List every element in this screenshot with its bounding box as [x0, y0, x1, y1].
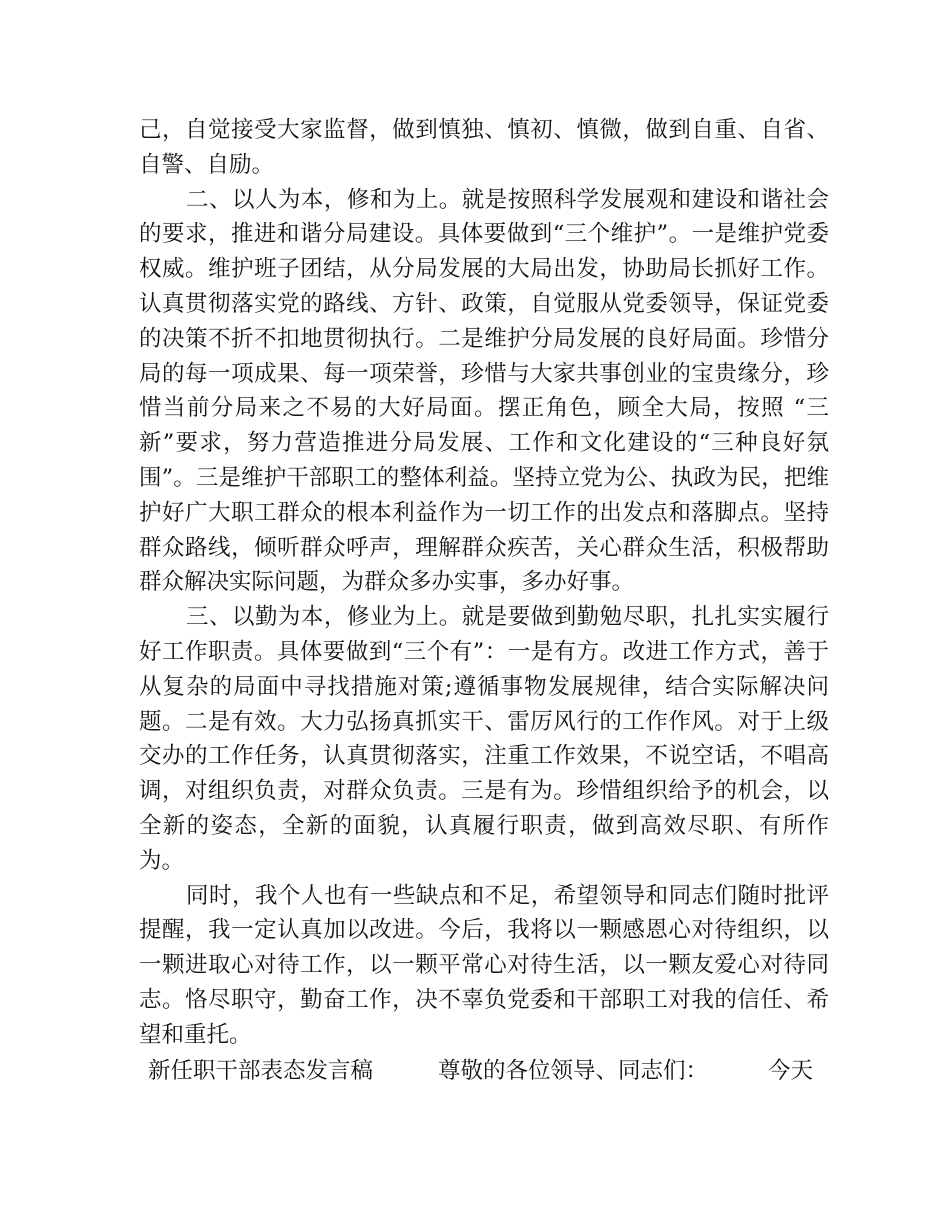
paragraph-continuation: 己，自觉接受大家监督，做到慎独、慎初、慎微，做到自重、自省、自警、自励。 [139, 117, 829, 178]
paragraph-closing: 同时，我个人也有一些缺点和不足，希望领导和同志们随时批评提醒，我一定认真加以改进。今后，我将以一颗感恩心对待组织，以一颗进取心对待工作，以一颗平常心对待生活，以一颗友爱心对待同志。恪尽职守，勤奋工作，决不辜负党委和干部职工对我的信任、希望和重托。 [139, 882, 829, 1048]
salutation: 尊敬的各位领导、同志们： [438, 1058, 709, 1084]
opening-word: 今天 [768, 1058, 814, 1084]
document-body [139, 113, 829, 1053]
next-document-title: 新任职干部表态发言稿 [148, 1058, 374, 1084]
paragraph-section-two: 二、以人为本，修和为上。就是按照科学发展观和建设和谐社会的要求，推进和谐分局建设。具体要做到“三个维护”。一是维护党委权威。维护班子团结，从分局发展的大局出发，协助局长抓好工作。认真贯彻落实党的路线、方针、政策，自觉服从党委领导，保证党委的决策不折不扣地贯彻执行。二是维护分局发展的良好局面。珍惜分局的每一项成果、每一项荣誉，珍惜与大家共事创业的宝贵缘分，珍惜当前分局来之不易的大好局面。摆正角色，顾全大局，按照 “三新”要求，努力营造推进分局发展、工作和文化建设的“三种良好氛围”。三是维护干部职工的整体利益。坚持立党为公、执政为民，把维护好广大职工群众的根本利益作为一切工作的出发点和落脚点。坚持群众路线，倾听群众呼声，理解群众疾苦，关心群众生活，积极帮助群众解决实际问题，为群众多办实事，多办好事。 [139, 186, 829, 596]
paragraph-section-three: 三、以勤为本，修业为上。就是要做到勤勉尽职，扎扎实实履行好工作职责。具体要做到“三个有”：一是有方。改进工作方式，善于从复杂的局面中寻找措施对策;遵循事物发展规律，结合实际解决问题。二是有效。大力弘扬真抓实干、雷厉风行的工作作风。对于上级交办的工作任务，认真贯彻落实，注重工作效果，不说空话，不唱高调，对组织负责，对群众负责。三是有为。珍惜组织给予的机会，以全新的姿态，全新的面貌，认真履行职责，做到高效尽职、有所作为。 [139, 604, 829, 874]
next-document-heading-line [148, 1053, 828, 1089]
